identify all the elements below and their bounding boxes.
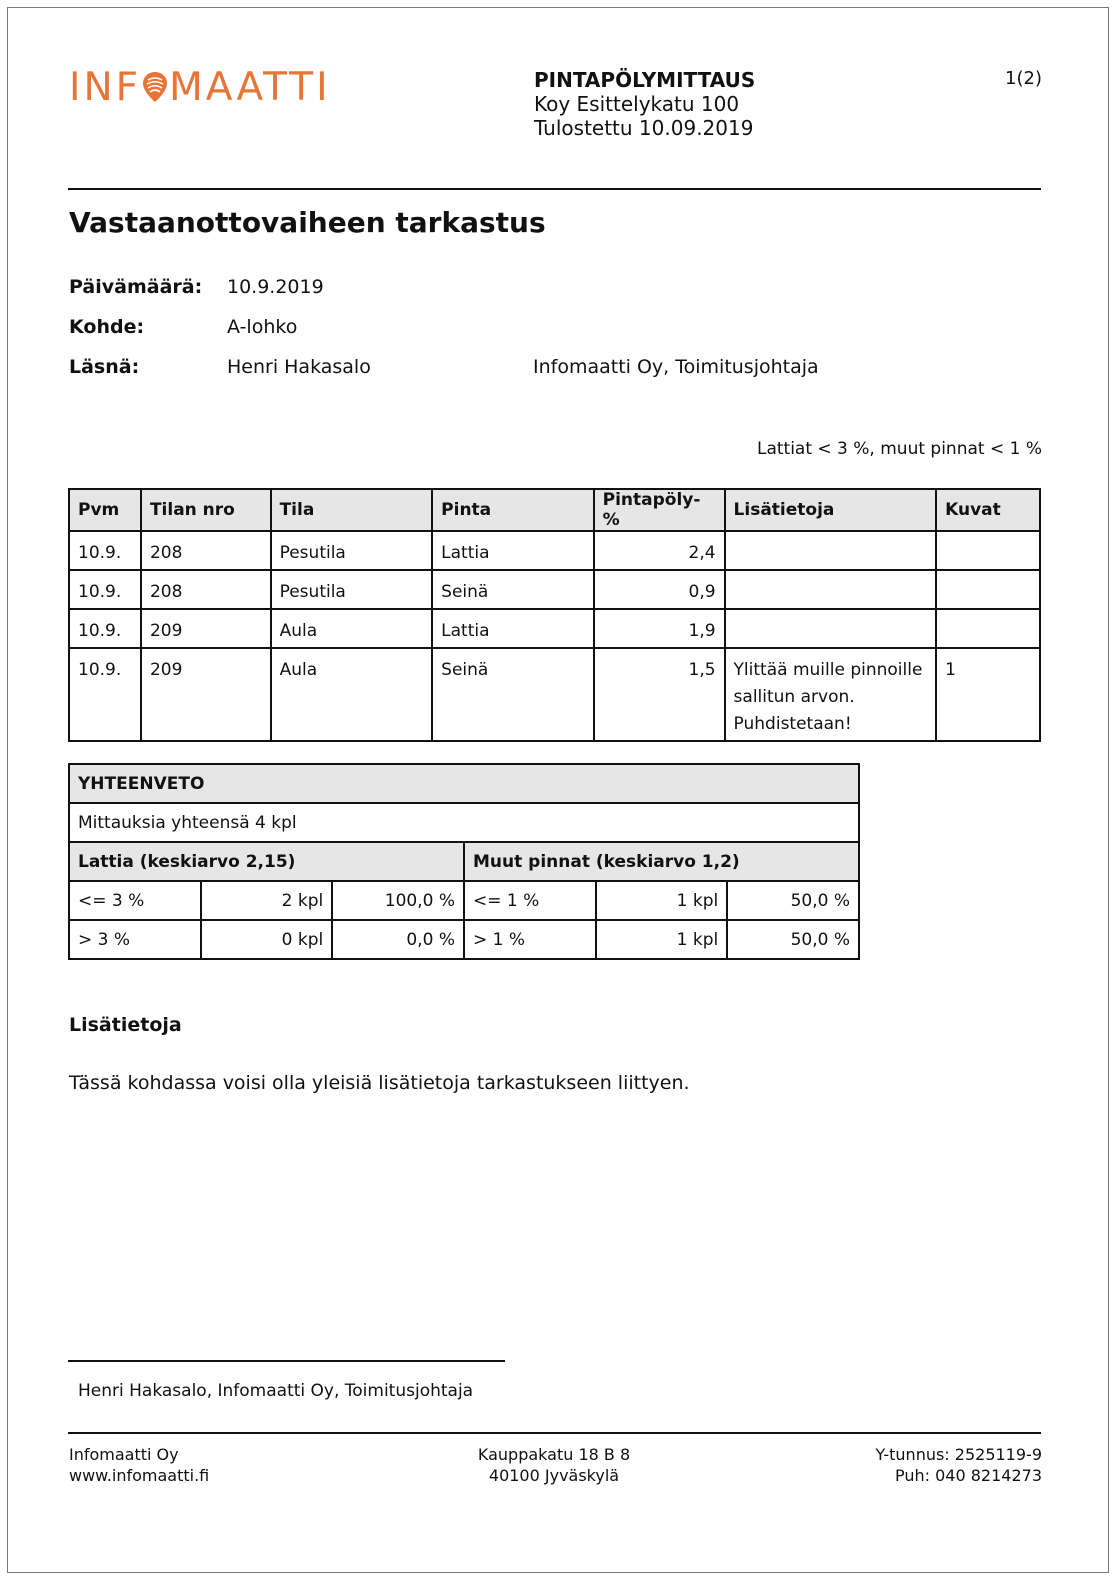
cell-surface: Seinä: [432, 570, 593, 609]
other-percent: 50,0 %: [727, 920, 859, 959]
header-divider: [68, 188, 1041, 190]
cell-room: Pesutila: [271, 531, 433, 570]
cell-notes: [725, 570, 937, 609]
signature-text: Henri Hakasalo, Infomaatti Oy, Toimitusjohtaja: [78, 1381, 474, 1401]
cell-date: 10.9.: [69, 648, 141, 741]
measurements-header-row: [69, 489, 1040, 531]
cell-surface: Lattia: [432, 531, 593, 570]
cell-room: Pesutila: [271, 570, 433, 609]
cell-surface: Seinä: [432, 648, 593, 741]
column-header-images: Kuvat: [936, 489, 1040, 531]
column-header-notes: Lisätietoja: [725, 489, 937, 531]
table-row: [69, 920, 859, 959]
other-range: <= 1 %: [464, 881, 596, 920]
logo-text-right: MAATTI: [169, 65, 331, 110]
footer-business-id: Y-tunnus: 2525119-9: [875, 1445, 1042, 1464]
footer-website: www.infomaatti.fi: [69, 1466, 210, 1485]
other-count: 1 kpl: [596, 920, 728, 959]
cell-dust-percent: 1,5: [594, 648, 725, 741]
company-logo: [69, 65, 331, 110]
cell-date: 10.9.: [69, 570, 141, 609]
print-date: Tulostettu 10.09.2019: [534, 116, 754, 140]
present-name: Henri Hakasalo: [227, 356, 371, 378]
table-row: [69, 531, 1040, 570]
footer-divider: [68, 1432, 1041, 1434]
cell-room-number: 208: [141, 570, 271, 609]
logo-text-left: INF: [69, 65, 142, 110]
present-organization: Infomaatti Oy, Toimitusjohtaja: [533, 356, 819, 378]
column-header-room: Tila: [271, 489, 433, 531]
extra-info-heading: Lisätietoja: [69, 1014, 182, 1036]
column-header-surface: Pinta: [432, 489, 593, 531]
cell-room-number: 209: [141, 609, 271, 648]
cell-dust-percent: 1,9: [594, 609, 725, 648]
summary-total: Mittauksia yhteensä 4 kpl: [69, 803, 859, 842]
floor-range: > 3 %: [69, 920, 201, 959]
summary-heading-row: [69, 842, 859, 881]
logo-pin-icon: [142, 71, 168, 103]
footer-contact-block: [875, 1444, 1042, 1486]
cell-notes: Ylittää muille pinnoille sallitun arvon. Puhdistetaan!: [725, 648, 937, 741]
footer-address-block: [404, 1444, 704, 1486]
summary-total-row: [69, 803, 859, 842]
floor-count: 0 kpl: [201, 920, 333, 959]
table-row: [69, 881, 859, 920]
cell-images: 1: [936, 648, 1040, 741]
floor-count: 2 kpl: [201, 881, 333, 920]
cell-room-number: 209: [141, 648, 271, 741]
footer-street: Kauppakatu 18 B 8: [477, 1445, 631, 1464]
cell-room: Aula: [271, 609, 433, 648]
other-percent: 50,0 %: [727, 881, 859, 920]
cell-dust-percent: 0,9: [594, 570, 725, 609]
summary-title-row: [69, 764, 859, 803]
page-number: 1(2): [1005, 68, 1042, 89]
footer-company: Infomaatti Oy: [69, 1445, 179, 1464]
summary-table: [68, 763, 860, 960]
target-value: A-lohko: [227, 316, 298, 338]
limit-values: Lattiat < 3 %, muut pinnat < 1 %: [756, 439, 1042, 459]
date-value: 10.9.2019: [227, 276, 324, 298]
cell-notes: [725, 531, 937, 570]
column-header-date: Pvm: [69, 489, 141, 531]
property-name: Koy Esittelykatu 100: [534, 92, 740, 116]
floor-range: <= 3 %: [69, 881, 201, 920]
cell-date: 10.9.: [69, 609, 141, 648]
cell-notes: [725, 609, 937, 648]
floor-percent: 0,0 %: [332, 920, 464, 959]
cell-room-number: 208: [141, 531, 271, 570]
cell-date: 10.9.: [69, 531, 141, 570]
document-page: [7, 7, 1109, 1573]
column-header-dust-percent: Pintapöly-%: [594, 489, 725, 531]
floor-summary-heading: Lattia (keskiarvo 2,15): [69, 842, 464, 881]
footer-phone: Puh: 040 8214273: [894, 1466, 1042, 1485]
document-header: [534, 68, 755, 140]
other-count: 1 kpl: [596, 881, 728, 920]
column-header-room-number: Tilan nro: [141, 489, 271, 531]
cell-dust-percent: 2,4: [594, 531, 725, 570]
cell-images: [936, 609, 1040, 648]
floor-percent: 100,0 %: [332, 881, 464, 920]
signature-line: [68, 1360, 505, 1362]
cell-room: Aula: [271, 648, 433, 741]
table-row: [69, 609, 1040, 648]
target-label: Kohde:: [69, 316, 145, 338]
measurements-table: [68, 488, 1041, 742]
footer-company-block: [69, 1444, 209, 1486]
cell-surface: Lattia: [432, 609, 593, 648]
other-range: > 1 %: [464, 920, 596, 959]
present-label: Läsnä:: [69, 356, 140, 378]
table-row: [69, 648, 1040, 741]
table-row: [69, 570, 1040, 609]
page-title: Vastaanottovaiheen tarkastus: [69, 206, 546, 239]
date-label: Päivämäärä:: [69, 276, 203, 298]
summary-title: YHTEENVETO: [69, 764, 859, 803]
cell-images: [936, 570, 1040, 609]
footer-city: 40100 Jyväskylä: [488, 1466, 620, 1485]
extra-info-text: Tässä kohdassa voisi olla yleisiä lisätietoja tarkastukseen liittyen.: [69, 1072, 690, 1094]
other-surfaces-summary-heading: Muut pinnat (keskiarvo 1,2): [464, 842, 859, 881]
document-type: PINTAPÖLYMITTAUS: [534, 68, 756, 92]
cell-images: [936, 531, 1040, 570]
